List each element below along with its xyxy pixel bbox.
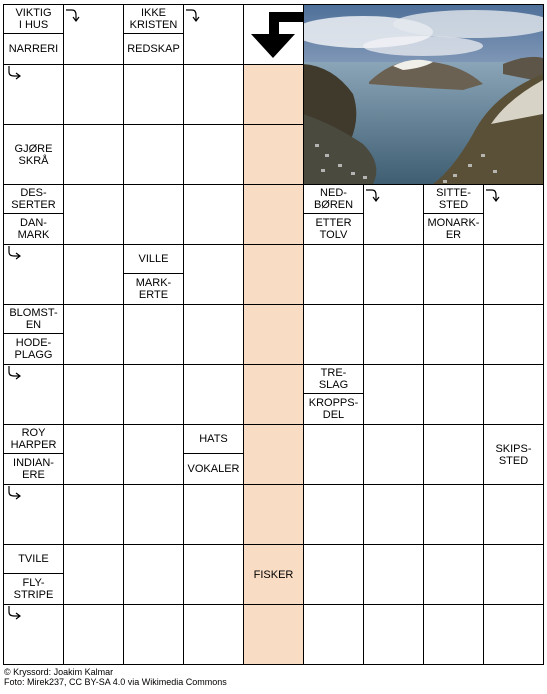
grid-cell[interactable] (123, 544, 183, 604)
grid-cell[interactable] (483, 604, 543, 664)
grid-cell[interactable] (183, 544, 243, 604)
grid-cell[interactable] (63, 364, 123, 424)
grid-line (3, 484, 544, 485)
grid-line (3, 304, 544, 305)
clue-flystripe: FLY- STRIPE (13, 577, 54, 601)
grid-cell[interactable] (183, 304, 243, 364)
curved-arrow-right-icon (6, 245, 22, 261)
curved-arrow-right-icon (6, 485, 22, 501)
grid-cell[interactable] (363, 244, 423, 304)
grid-cell[interactable] (183, 364, 243, 424)
grid-cell[interactable] (303, 544, 363, 604)
grid-cell[interactable] (123, 484, 183, 544)
clue-ville: VILLE (124, 245, 183, 274)
grid-cell[interactable] (483, 304, 543, 364)
grid-line (3, 4, 544, 5)
clue-markerte: MARK- ERTE (135, 277, 172, 301)
grid-cell[interactable] (63, 424, 123, 484)
grid-cell[interactable] (483, 484, 543, 544)
grid-cell[interactable] (63, 484, 123, 544)
grid-line (3, 604, 544, 605)
grid-cell[interactable] (243, 604, 303, 664)
grid-cell[interactable] (363, 484, 423, 544)
grid-line (3, 244, 544, 245)
clue-skipssted: SKIPS- STED (495, 442, 532, 467)
grid-cell[interactable] (363, 544, 423, 604)
clue-redskap: REDSKAP (127, 43, 180, 55)
clue-etter-tolv: ETTER TOLV (315, 217, 352, 241)
grid-cell[interactable] (123, 364, 183, 424)
grid-cell[interactable] (423, 364, 483, 424)
grid-cell[interactable] (63, 184, 123, 244)
curved-arrow-right-icon (6, 605, 22, 621)
grid-cell[interactable] (423, 604, 483, 664)
grid-cell[interactable] (183, 244, 243, 304)
grid-cell[interactable] (123, 304, 183, 364)
solution-arrow-icon (243, 4, 303, 64)
clue-kroppsdel: KROPPS- DEL (308, 397, 359, 421)
grid-cell[interactable] (303, 304, 363, 364)
grid-cell[interactable] (123, 64, 183, 124)
solution-arrow-cell (243, 4, 303, 64)
grid-cell[interactable] (183, 124, 243, 184)
grid-line (303, 4, 304, 665)
grid-cell[interactable] (63, 64, 123, 124)
clue-viktig-i-hus: VIKTIG I HUS (4, 5, 63, 34)
clue-hats: HATS (184, 425, 243, 454)
clue-hodeplagg: HODE- PLAGG (14, 337, 53, 361)
grid-cell[interactable] (183, 64, 243, 124)
clue-ikke-kristen: IKKE KRISTEN (124, 5, 183, 34)
grid-cell[interactable] (243, 424, 303, 484)
clue-sittested: SITTE- STED (424, 185, 483, 214)
curved-arrow-down-icon (64, 7, 80, 23)
grid-cell[interactable] (303, 484, 363, 544)
grid-cell[interactable] (483, 544, 543, 604)
clue-narreri: NARRERI (8, 43, 59, 55)
grid-line (3, 424, 544, 425)
grid-cell[interactable] (243, 244, 303, 304)
curved-arrow-right-icon (6, 65, 22, 81)
clue-fisker: FISKER (253, 568, 294, 581)
clue-indianere: INDIAN- ERE (13, 457, 54, 481)
clue-monarker: MONARK- ER (427, 217, 480, 241)
curved-arrow-down-icon (484, 187, 500, 203)
credit-crossword: © Kryssord: Joakim Kalmar (4, 667, 114, 677)
curved-arrow-right-icon (6, 365, 22, 381)
grid-cell[interactable] (183, 604, 243, 664)
credit-photo: Foto: Mirek237, CC BY-SA 4.0 via Wikimedia Commons (4, 677, 227, 687)
grid-cell[interactable] (243, 64, 303, 124)
grid-cell[interactable] (243, 484, 303, 544)
grid-line (3, 664, 544, 665)
grid-cell[interactable] (243, 124, 303, 184)
grid-cell[interactable] (423, 544, 483, 604)
grid-cell[interactable] (63, 304, 123, 364)
grid-line (63, 4, 64, 665)
clue-nedboren: NED- BØREN (304, 185, 363, 214)
grid-cell[interactable] (63, 124, 123, 184)
curved-arrow-down-icon (184, 7, 200, 23)
grid-line (183, 4, 184, 665)
grid-cell[interactable] (123, 124, 183, 184)
grid-cell[interactable] (303, 424, 363, 484)
grid-cell[interactable] (483, 244, 543, 304)
grid-cell[interactable] (243, 184, 303, 244)
grid-cell[interactable] (183, 484, 243, 544)
grid-cell[interactable] (363, 424, 423, 484)
clue-danmark: DAN- MARK (17, 217, 50, 241)
grid-cell[interactable] (183, 184, 243, 244)
grid-cell[interactable] (63, 604, 123, 664)
grid-cell[interactable] (123, 424, 183, 484)
clue-blomsten: BLOMST- EN (4, 305, 63, 334)
clue-gjore-skra: GJØRE SKRÅ (14, 142, 53, 167)
grid-cell[interactable] (483, 364, 543, 424)
grid-cell[interactable] (123, 184, 183, 244)
grid-cell[interactable] (63, 244, 123, 304)
grid-cell[interactable] (243, 304, 303, 364)
clue-roy-harper: ROY HARPER (4, 425, 63, 454)
grid-cell[interactable] (243, 364, 303, 424)
clue-vokaler: VOKALER (187, 463, 240, 475)
grid-cell[interactable] (303, 604, 363, 664)
grid-cell[interactable] (363, 364, 423, 424)
clue-tvile: TVILE (4, 545, 63, 574)
grid-cell[interactable] (423, 304, 483, 364)
grid-cell[interactable] (423, 424, 483, 484)
grid-line (123, 4, 124, 665)
grid-cell[interactable] (123, 604, 183, 664)
grid-cell[interactable] (63, 544, 123, 604)
grid-cell[interactable] (363, 604, 423, 664)
grid-cell[interactable] (423, 484, 483, 544)
grid-cell[interactable] (363, 304, 423, 364)
grid-line (543, 4, 544, 665)
grid-cell[interactable] (423, 244, 483, 304)
clue-treslag: TRE- SLAG (304, 365, 363, 394)
clue-desserter: DES- SERTER (4, 185, 63, 214)
grid-cell[interactable] (303, 244, 363, 304)
credits (4, 667, 227, 687)
grid-line (3, 64, 304, 65)
puzzle-photo (303, 4, 543, 184)
curved-arrow-down-icon (364, 187, 380, 203)
grid-line (3, 364, 544, 365)
